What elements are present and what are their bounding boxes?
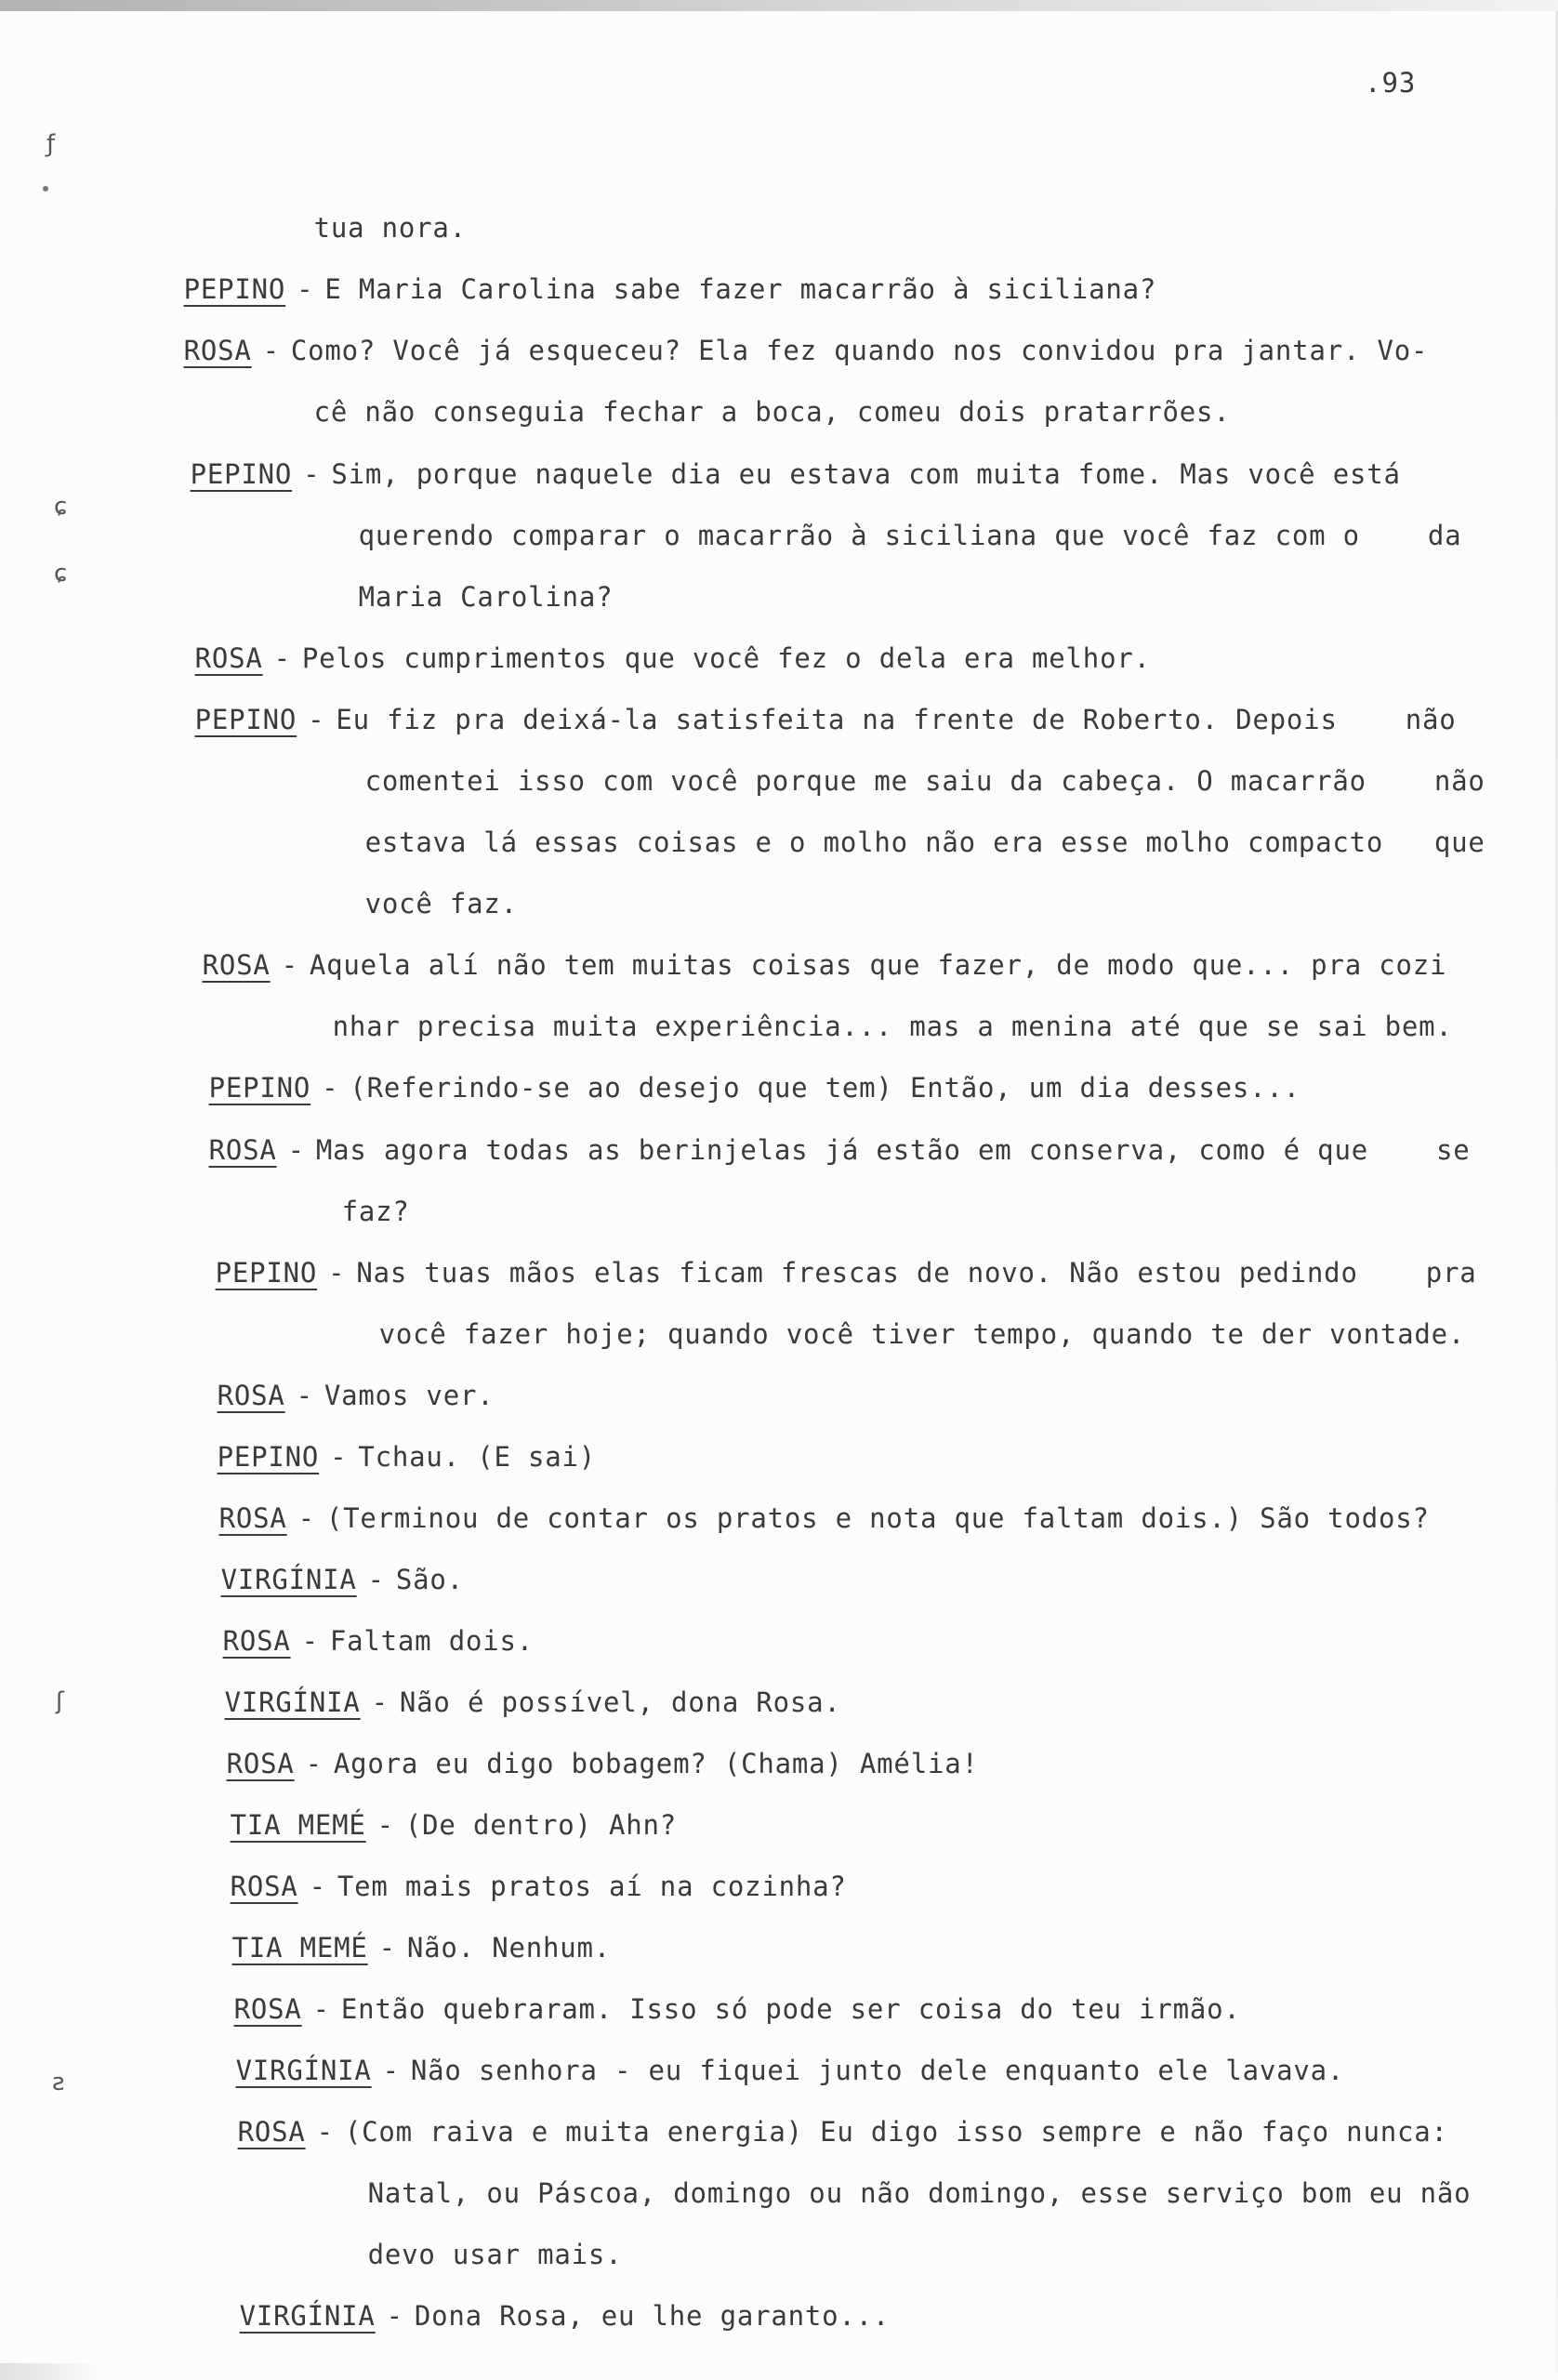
line-text: (Com raiva e muita energia) Eu digo isso sempre e não faço nunca: [344,2116,1448,2148]
speaker-name: VIRGÍNIA [224,1686,361,1718]
speaker-dash: - [330,1441,348,1473]
line-text: querendo comparar o macarrão à siciliana que você faz com o da [358,520,1462,551]
line-text: tua nora. [313,212,467,244]
speaker-name: VIRGÍNIA [239,2300,376,2332]
speaker-dash: - [316,2116,334,2148]
line-text: Maria Carolina? [358,581,614,613]
line-text: estava lá essas coisas e o molho não era esse molho compacto que [364,826,1485,858]
line-text: Sim, porque naquele dia eu estava com muita fome. Mas você está [331,458,1401,490]
line-text: cê não conseguia fechar a boca, comeu dois pratarrões. [313,396,1231,428]
speaker-dash: - [281,949,298,981]
speaker-name: PEPINO [208,1072,311,1104]
speaker-dash: - [378,1932,396,1964]
line-text: Vamos ver. [323,1380,495,1411]
speaker-dash: - [308,704,325,735]
speaker-name: VIRGÍNIA [220,1564,357,1595]
line-text: Natal, ou Páscoa, domingo ou não domingo, esse serviço bom eu não [367,2177,1472,2209]
margin-mark: ɕ [54,560,68,588]
speaker-name: PEPINO [194,704,297,735]
speaker-name: PEPINO [190,458,293,490]
line-text: Dona Rosa, eu lhe garanto... [414,2300,891,2332]
margin-mark: ƨ [52,2069,65,2096]
line-text: Não senhora - eu fiquei junto dele enquanto ele lavava. [410,2055,1345,2086]
speaker-dash: - [386,2300,403,2332]
line-text: São. [395,1564,464,1595]
line-text: Nas tuas mãos elas ficam frescas de novo. Não estou pedindo pra [356,1257,1477,1289]
line-text: nhar precisa muita experiência... mas a menina até que se sai bem. [332,1011,1453,1042]
speaker-name: VIRGÍNIA [235,2055,372,2086]
speaker-dash: - [287,1134,305,1166]
speaker-dash: - [312,1993,330,2025]
speaker-dash: - [296,1380,313,1411]
speaker-dash: - [297,273,314,305]
line-text: devo usar mais. [367,2239,623,2270]
speaker-dash: - [262,335,280,366]
speaker-dash: - [376,1809,394,1841]
speaker-name: PEPINO [183,273,286,305]
line-text: (De dentro) Ahn? [404,1809,678,1841]
line-text: Então quebraram. Isso só pode ser coisa do teu irmão. [340,1993,1241,2025]
line-text: Não é possível, dona Rosa. [399,1686,841,1718]
speaker-name: TIA MEMÉ [231,1932,368,1964]
speaker-dash: - [303,458,321,490]
line-text: (Terminou de contar os pratos e nota que faltam dois.) São todos? [325,1502,1430,1534]
speaker-dash: - [297,1502,315,1534]
line-text: Como? Você já esqueceu? Ela fez quando nos convidou pra jantar. Vo- [290,335,1429,366]
margin-mark: ƒ [46,130,56,158]
line-text: Pelos cumprimentos que você fez o dela era melhor. [301,642,1151,674]
line-text: faz? [341,1196,410,1227]
speaker-dash: - [371,1686,389,1718]
dialogue-line [138,2266,890,2366]
page-number: .93 [1365,67,1417,99]
line-text: você fazer hoje; quando você tiver tempo, quando te der vontade. [378,1318,1466,1350]
speaker-name: ROSA [217,1380,285,1411]
speaker-dash: - [328,1257,346,1289]
margin-mark: ɕ [54,493,68,521]
line-text: Mas agora todas as berinjelas já estão em conserva, como é que se [315,1134,1471,1166]
speaker-name: ROSA [202,949,271,981]
line-text: Não. Nenhum. [406,1932,612,1964]
speaker-dash: - [322,1072,339,1104]
speaker-name: ROSA [208,1134,277,1166]
line-text: Tchau. (E sai) [358,1441,597,1473]
speaker-name: ROSA [230,1871,298,1902]
speaker-dash: - [273,642,291,674]
margin-mark: ʃ [56,1687,64,1715]
speaker-name: ROSA [194,642,263,674]
line-text: Faltam dois. [329,1625,534,1657]
speaker-name: ROSA [237,2116,306,2148]
speaker-name: ROSA [233,1993,302,2025]
speaker-dash: - [301,1625,319,1657]
line-text: Agora eu digo bobagem? (Chama) Amélia! [333,1748,979,1779]
speaker-dash: - [305,1748,323,1779]
speaker-dash: - [309,1871,326,1902]
speaker-name: ROSA [183,335,252,366]
speaker-name: PEPINO [215,1257,318,1289]
line-text: (Referindo-se ao desejo que tem) Então, um dia desses... [350,1072,1301,1104]
speaker-dash: - [382,2055,400,2086]
speaker-name: ROSA [218,1502,287,1534]
speaker-name: ROSA [222,1625,291,1657]
line-text: você faz. [364,888,518,919]
line-text: E Maria Carolina sabe fazer macarrão à siciliana? [324,273,1157,305]
speaker-name: PEPINO [217,1441,320,1473]
speaker-dash: - [367,1564,385,1595]
line-text: comentei isso com você porque me saiu da cabeça. O macarrão não [364,765,1485,797]
line-text: Eu fiz pra deixá-la satisfeita na frente de Roberto. Depois não [336,704,1457,735]
line-text: Aquela alí não tem muitas coisas que fazer, de modo que... pra cozi [309,949,1447,981]
speaker-name: TIA MEMÉ [230,1809,366,1841]
line-text: Tem mais pratos aí na cozinha? [337,1871,847,1902]
speaker-name: ROSA [226,1748,295,1779]
